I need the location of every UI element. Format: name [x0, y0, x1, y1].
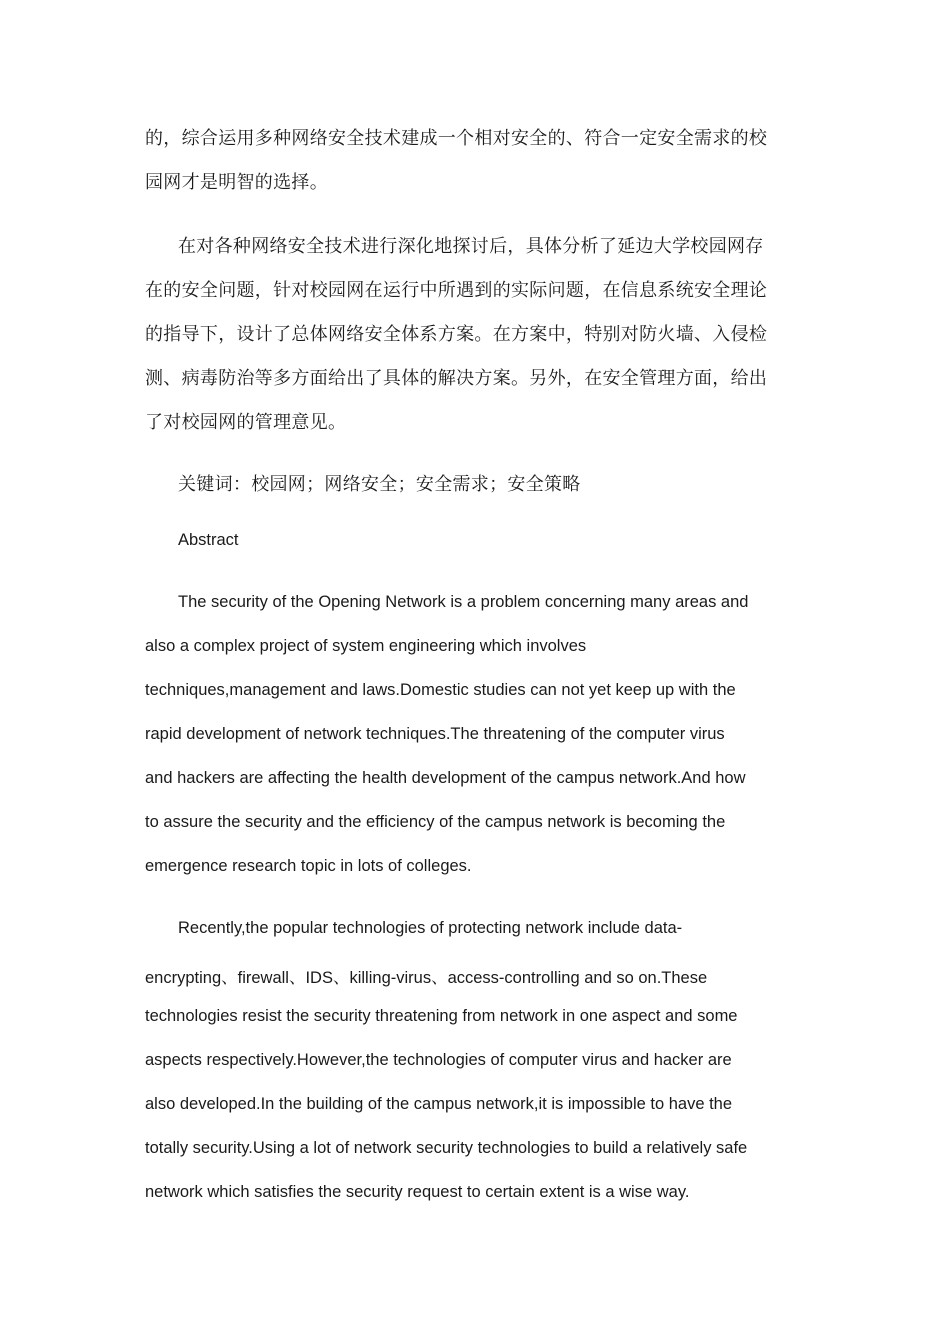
en-para2-line-6: totally security.Using a lot of network security technologies to build a relatively safe — [145, 1139, 748, 1157]
cn-para1-line-1: 的，综合运用多种网络安全技术建成一个相对安全的、符合一定安全需求的校 — [145, 128, 768, 149]
cn-para1-line-2: 园网才是明智的选择。 — [145, 172, 328, 193]
en-para1-line-6: to assure the security and the efficiency of the campus network is becoming the — [145, 813, 726, 831]
cn-para2-line-2: 在的安全问题，针对校园网在运行中所遇到的实际问题，在信息系统安全理论 — [145, 280, 768, 301]
cn-para2-line-1: 在对各种网络安全技术进行深化地探讨后，具体分析了延边大学校园网存 — [178, 236, 764, 257]
en-para1-line-2: also a complex project of system engineering which involves — [145, 637, 587, 655]
en-para2-line-3: technologies resist the security threatening from network in one aspect and some — [145, 1007, 738, 1025]
en-para2-line-7: network which satisfies the security request to certain extent is a wise way. — [145, 1183, 690, 1201]
abstract-heading: Abstract — [178, 531, 239, 549]
cn-para2-line-5: 了对校园网的管理意见。 — [145, 412, 347, 433]
keywords-line: 关键词：校园网；网络安全；安全需求；安全策略 — [178, 474, 581, 495]
cn-para2-line-3: 的指导下，设计了总体网络安全体系方案。在方案中，特别对防火墙、入侵检 — [145, 324, 768, 345]
en-para2-line-1: Recently,the popular technologies of protecting network include data- — [178, 919, 683, 937]
en-para2-line-4: aspects respectively.However,the technologies of computer virus and hacker are — [145, 1051, 732, 1069]
en-para1-line-3: techniques,management and laws.Domestic studies can not yet keep up with the — [145, 681, 736, 699]
en-para1-line-4: rapid development of network techniques.The threatening of the computer virus — [145, 725, 725, 743]
en-para2-line-2: encrypting、firewall、IDS、killing-virus、access-controlling and so on.These — [145, 969, 708, 987]
en-para2-line-5: also developed.In the building of the campus network,it is impossible to have the — [145, 1095, 733, 1113]
en-para1-line-1: The security of the Opening Network is a problem concerning many areas and — [178, 593, 749, 611]
en-para1-line-7: emergence research topic in lots of colleges. — [145, 857, 472, 875]
cn-para2-line-4: 测、病毒防治等多方面给出了具体的解决方案。另外，在安全管理方面，给出 — [145, 368, 768, 389]
en-para1-line-5: and hackers are affecting the health development of the campus network.And how — [145, 769, 746, 787]
